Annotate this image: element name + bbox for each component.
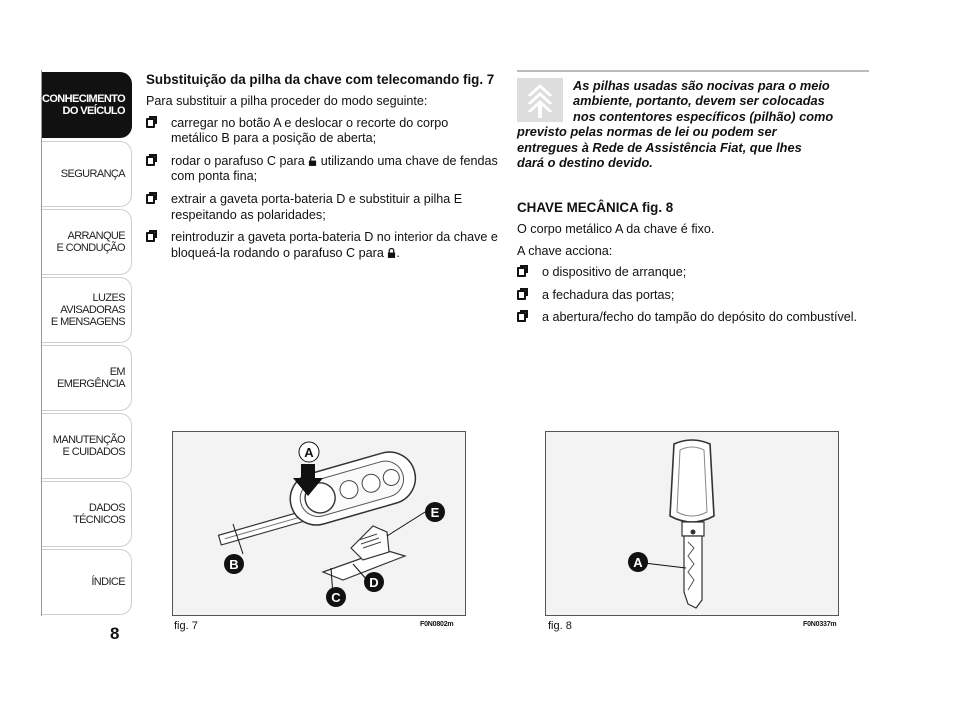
environment-note: As pilhas usadas são nocivas para o meio ambiente, portanto, devem ser colocadas nos contentores específicos (pilhão) como previsto pelas normas de lei ou podem ser entregues à Rede de Assistência Fiat, que lhes dará o destino devido. [517,78,834,171]
checkbox-bullet-icon [517,290,526,300]
tab-label: ÍNDICE [91,576,125,588]
tab-label: E CUIDADOS [62,446,125,458]
tab-label: DADOS [88,502,125,514]
callout-label: A [304,445,314,460]
section-title: CHAVE MECÂNICA fig. 8 [517,200,674,216]
tab-arranque-e-conducao[interactable] [42,209,132,275]
remote-key-illustration [173,432,465,615]
callout-a [628,552,648,572]
callout-d [364,572,384,592]
mechanical-key-illustration [546,432,838,615]
list-item [146,116,498,147]
list-item-text: utilizando uma chave de fendas com ponta fina; [171,153,498,184]
callout-label: B [229,557,239,572]
unlock-icon [308,156,317,166]
list-item [517,310,869,326]
checkbox-bullet-icon [146,118,155,128]
callout-b [224,554,244,574]
recycle-icon [517,78,563,122]
paragraph: A chave acciona: [517,243,613,258]
tab-dados-tecnicos[interactable] [42,481,132,547]
list-item-text: reintroduzir a gaveta porta-bateria D no interior da chave e bloqueá-la rodando o parafuso C para [171,230,498,260]
tab-label: TÉCNICOS [72,514,125,526]
tab-conhecimento-do-veiculo[interactable] [42,72,132,138]
tab-label: CONHECIMENTO [42,93,126,105]
list-item [146,192,498,223]
lock-icon [387,248,396,258]
list-item-text: extrair a gaveta porta-bateria D e substituir a pilha E respeitando as polaridades; [171,191,463,222]
tab-indice[interactable] [42,549,132,615]
callout-c [326,587,346,607]
page-number: 8 [110,624,120,643]
checkbox-bullet-icon [146,156,155,166]
list-item-text: a abertura/fecho do tampão do depósito do combustível. [542,310,858,325]
checkbox-bullet-icon [146,232,155,242]
tab-manutencao[interactable] [42,413,132,479]
tab-label: SEGURANÇA [60,168,125,180]
callout-e [425,502,445,522]
tab-luzes-avisadoras[interactable] [42,277,132,343]
section-title: Substituição da pilha da chave com telecomando fig. 7 [146,72,495,87]
tab-label: DO VEÍCULO [62,105,125,117]
callout-label: D [369,575,379,590]
tab-seguranca[interactable] [42,141,132,207]
callout-a [299,442,319,462]
figure-caption: fig. 7 [174,620,198,632]
list-item: reintroduzir a gaveta porta-bateria D no interior da chave e bloqueá-la rodando o parafuso C para . [146,230,498,261]
list-item [517,265,869,281]
note-rule [517,70,869,72]
intro-text: Para substituir a pilha proceder do modo seguinte: [146,94,428,108]
left-column [146,72,498,268]
list-item [517,288,869,304]
tab-label: EM EMERGÊNCIA [57,366,125,390]
list-item-text: o dispositivo de arranque; [542,265,687,280]
tab-label: LUZES [92,292,125,304]
tab-label: E CONDUÇÃO [56,242,125,254]
tab-label: E MENSAGENS [50,316,125,328]
list-item-text: a fechadura das portas; [542,287,675,302]
checkbox-bullet-icon [517,267,526,277]
tab-label: AVISADORAS [60,304,125,316]
tab-label: MANUTENÇÃO [52,434,125,446]
figure-code: F0N0337m [803,621,837,628]
callout-label: C [331,590,341,605]
checkbox-bullet-icon [517,312,526,322]
list-item-text: rodar o parafuso C para [171,153,305,168]
figure-7 [172,431,466,616]
paragraph: O corpo metálico A da chave é fixo. [517,222,715,237]
figure-8 [545,431,839,616]
figure-caption: fig. 8 [548,620,572,632]
tab-em-emergencia[interactable] [42,345,132,411]
list-item-text: carregar no botão A e deslocar o recorte do corpo metálico B para a posição de aberta; [171,115,449,146]
callout-label: A [633,555,643,570]
checkbox-bullet-icon [146,194,155,204]
figure-code: F0N0802m [420,621,454,628]
tab-label: ARRANQUE [67,230,125,242]
list-item [146,154,498,185]
right-column [517,70,869,333]
callout-label: E [430,505,440,520]
